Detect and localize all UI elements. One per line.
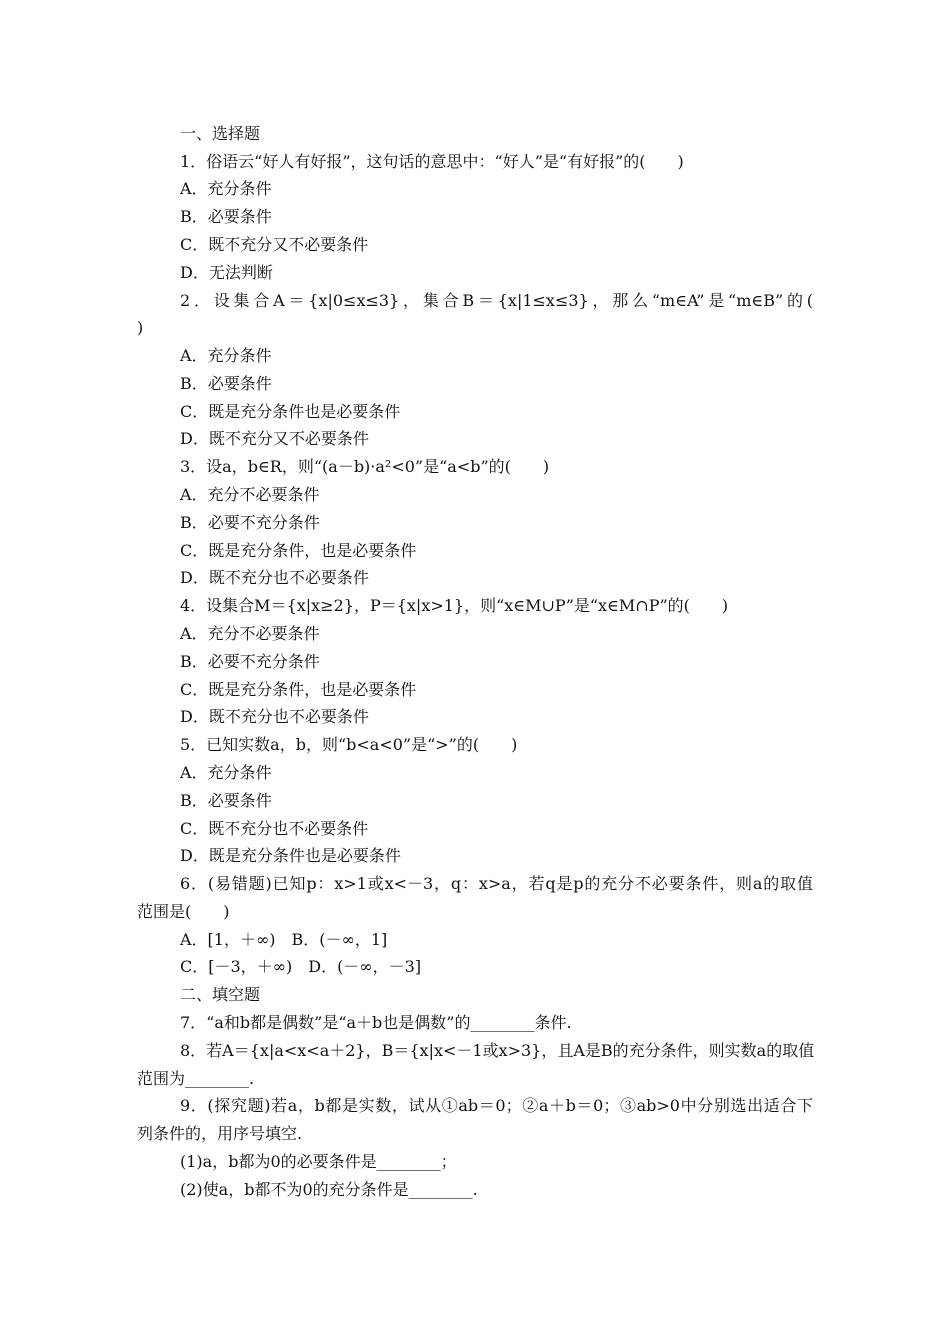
question-9-part-2: (2)使a，b都不为0的充分条件是________. [180,1180,478,1199]
section-heading-fill: 二、填空题 [180,985,261,1004]
option-5d: D．既是充分条件也是必要条件 [180,846,401,865]
option-3a: A．充分不必要条件 [180,485,320,504]
question-3: 3．设a，b∈R，则“(a－b)·a²<0”是“a<b”的( ) [180,457,550,476]
question-1: 1．俗语云“好人有好报”，这句话的意思中：“好人”是“有好报”的( ) [180,152,684,171]
question-6: 6．(易错题)已知p：x>1或x<－3，q：x>a，若q是p的充分不必要条件，则a的取值 [180,874,813,893]
section-heading-choice: 一、选择题 [180,124,261,143]
question-8-cont: 范围为________. [137,1069,255,1088]
option-1b: B．必要条件 [180,207,272,226]
option-1a: A．充分条件 [180,179,272,198]
option-3d: D．既不充分也不必要条件 [180,568,369,587]
question-4: 4．设集合M＝{x|x≥2}，P＝{x|x>1}，则“x∈M∪P”是“x∈M∩P”的( ) [180,596,729,615]
option-6-ab: A．[1，＋∞) B．(－∞，1] [180,930,388,949]
option-2c: C．既是充分条件也是必要条件 [180,402,401,421]
question-6-cont: 范围是( ) [137,902,230,921]
option-3c: C．既是充分条件，也是必要条件 [180,541,417,560]
option-2a: A．充分条件 [180,346,272,365]
question-8: 8．若A＝{x|a<x<a＋2}，B＝{x|x<－1或x>3}，且A是B的充分条件，则实数a的取值 [180,1041,815,1060]
option-5b: B．必要条件 [180,791,272,810]
option-4a: A．充分不必要条件 [180,624,320,643]
question-2-cont: ) [137,318,144,337]
option-4c: C．既是充分条件，也是必要条件 [180,680,417,699]
option-5a: A．充分条件 [180,763,272,782]
option-1c: C．既不充分又不必要条件 [180,235,369,254]
option-4d: D．既不充分也不必要条件 [180,707,369,726]
question-2: 2．设集合A＝{x|0≤x≤3}，集合B＝{x|1≤x≤3}，那么“m∈A”是“m∈B”的( [180,291,813,310]
question-9-cont: 列条件的，用序号填空. [137,1124,303,1143]
option-4b: B．必要不充分条件 [180,652,320,671]
question-9-part-1: (1)a，b都为0的必要条件是________； [180,1152,457,1171]
question-7: 7．“a和b都是偶数”是“a＋b也是偶数”的________条件. [180,1013,572,1032]
option-5c: C．既不充分也不必要条件 [180,819,369,838]
option-2b: B．必要条件 [180,374,272,393]
option-6-cd: C．[－3，＋∞) D．(－∞，－3] [180,957,422,976]
option-2d: D．既不充分又不必要条件 [180,429,369,448]
question-5: 5．已知实数a，b，则“b<a<0”是“>”的( ) [180,735,518,754]
option-1d: D．无法判断 [180,263,273,282]
question-9: 9．(探究题)若a，b都是实数，试从①ab＝0；②a＋b＝0；③ab>0中分别选出适合下 [180,1096,813,1115]
option-3b: B．必要不充分条件 [180,513,320,532]
